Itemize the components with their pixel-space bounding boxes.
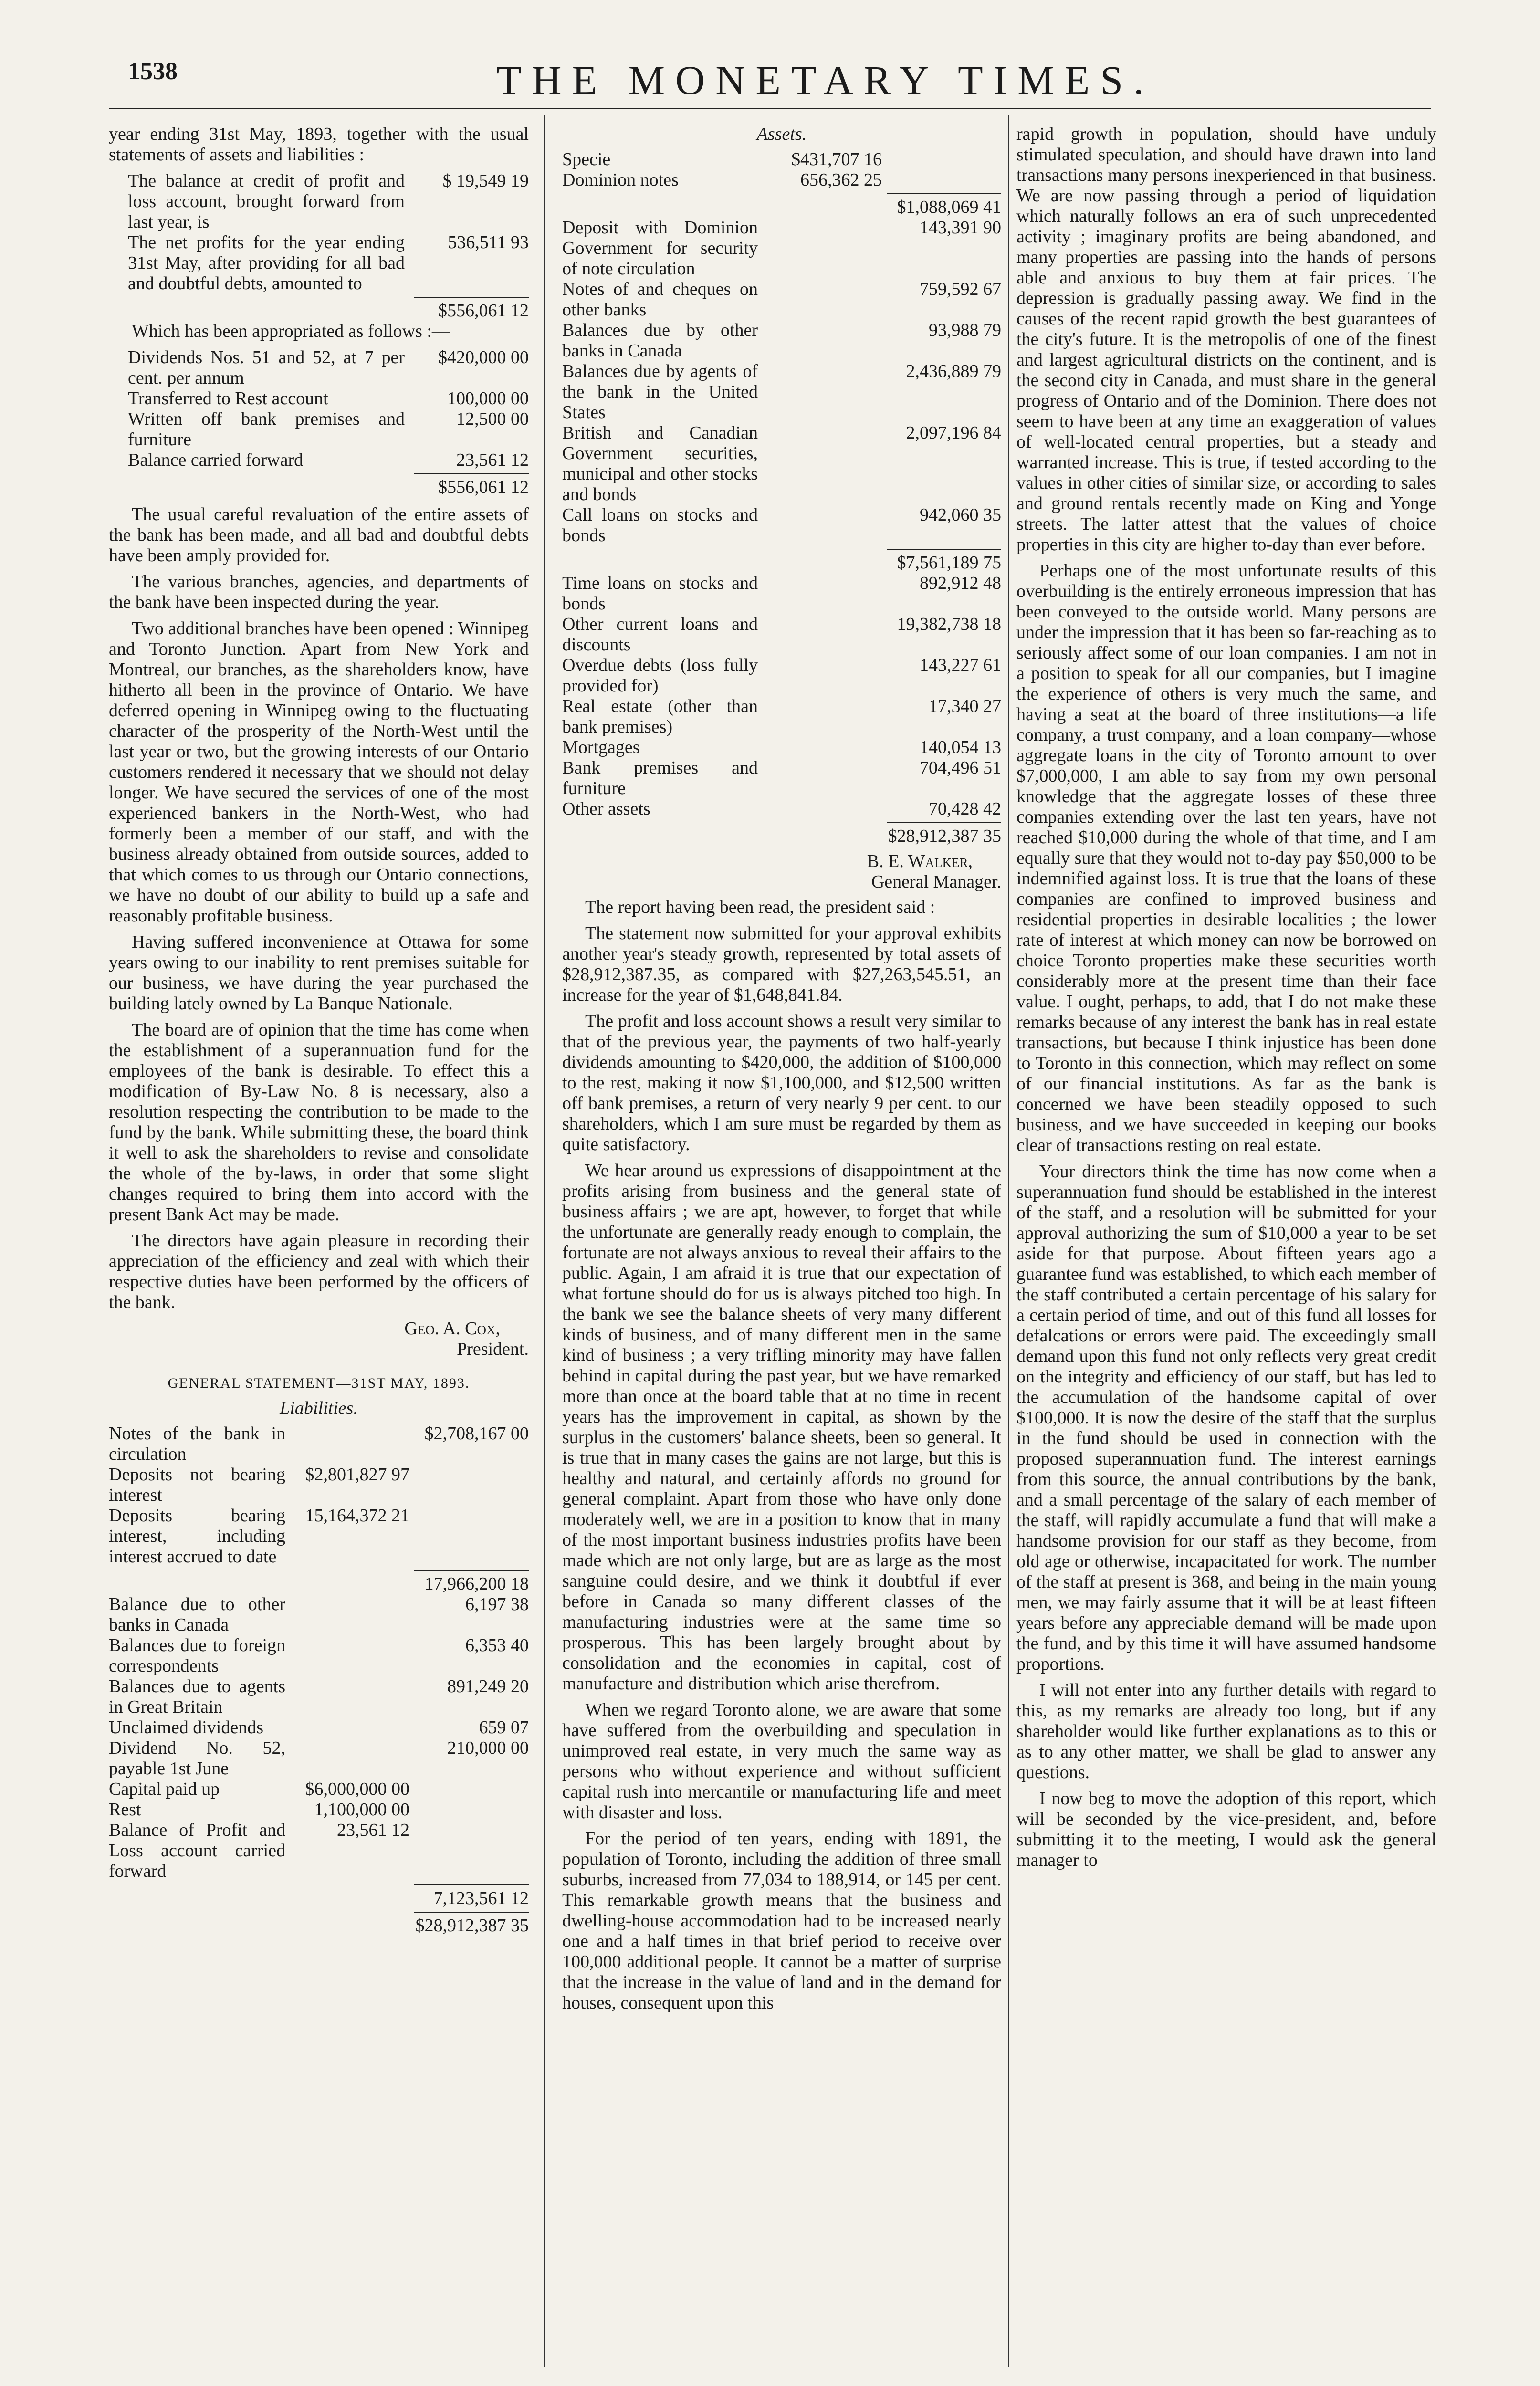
row-value: $420,000 00 — [438, 347, 529, 367]
row-label: Time loans on stocks and bonds — [562, 573, 758, 614]
paragraph: The report having been read, the president said : — [585, 897, 935, 917]
column-3 — [1016, 124, 1436, 1876]
general-statement-title: GENERAL STATEMENT—31ST MAY, 1893. — [168, 1375, 470, 1391]
row-value: $28,912,387 35 — [415, 1915, 529, 1936]
statement-row — [562, 799, 1001, 819]
total-rule — [414, 1570, 529, 1571]
statement-row — [109, 1820, 529, 1882]
appropriation-table — [109, 347, 529, 498]
statement-row — [109, 1574, 529, 1594]
column-2 — [562, 124, 1001, 2019]
total-rule — [887, 549, 1001, 550]
paragraph: Having suffered inconvenience at Ottawa for some years owing to our inability to rent premises suitable for our business, we have during the year purchased the building lately owned by La Banque Nationale. — [109, 932, 529, 1014]
statement-row — [562, 655, 1001, 696]
row-label: British and Canadian Government securities, municipal and other stocks and bonds — [562, 423, 758, 504]
row-value: 892,912 48 — [920, 573, 1001, 593]
row-value: 891,249 20 — [447, 1676, 529, 1696]
total-rule — [414, 473, 529, 474]
paragraph: rapid growth in population, should have unduly stimulated speculation, and should have drawn into land transactions many persons inexperienced in that business. We are now passing through a period of liquidation which naturally follows an era of such unprecedented activity ; imaginary profits are being abandoned, and many properties are passing into the hands of persons able and anxious to buy them at fair prices. The depression is gradually passing away. We find in the causes of the recent rapid growth the best guarantees of the city's future. It is the metropolis of one of the finest and largest agricultural districts on the continent, and is the second city in Canada, and must share in the general progress of Ontario and of the Dominion. There does not seem to have been at any time an exaggeration of values of well-located central properties, but a steady and warranted increase. This is true, if tested according to the values in other cities of similar size, or according to sales and ground rentals recently made on King and Yonge streets. The latter attest that the values of choice properties in this city are higher to-day than ever before. — [1016, 124, 1436, 555]
paragraph: Two additional branches have been opened : Winnipeg and Toronto Junction. Apart from New York and Montreal, our branches, as the shareholders know, have hitherto all been in the province of Ontario. We have deferred opening in Winnipeg owing to the fluctuating character of the prosperity of the North-West until the last year or two, but the growing interests of our Ontario customers rendered it necessary that we should not delay longer. We have secured the services of one of the most experienced bankers in the North-West, who had formerly been a member of our staff, and with the business already obtained from outside sources, added to that which comes to us through our Ontario connections, we have no doubt of our ability to build up a safe and reasonably profitable business. — [109, 618, 529, 926]
president-speech — [562, 897, 1001, 2013]
assets-table — [562, 149, 1001, 847]
row-label: Transferred to Rest account — [128, 388, 328, 408]
statement-row — [109, 1800, 529, 1820]
row-subvalue: 23,561 12 — [337, 1820, 409, 1840]
row-value: $2,708,167 00 — [424, 1423, 529, 1444]
paragraph: When we regard Toronto alone, we are aware that some have suffered from the overbuilding and speculation in unimproved real estate, in very much the same way as persons who without experience and without sufficient capital rush into mercantile or manufacturing life and meet with disaster and loss. — [562, 1700, 1001, 1822]
paragraph: The profit and loss account shows a result very similar to that of the previous year, the payments of two half-yearly dividends amounting to $420,000, the addition of $100,000 to the rest, making it now $1,100,000, and $12,500 written off bank premises, a return of very nearly 9 per cent. to our shareholders, which I am sure must be regarded by them as quite satisfactory. — [562, 1011, 1001, 1154]
row-label: Written off bank premises and furniture — [128, 409, 405, 450]
report-intro: year ending 31st May, 1893, together with the usual statements of assets and liabilities : — [109, 124, 529, 165]
statement-row — [562, 279, 1001, 320]
row-label: Deposit with Dominion Government for security of note circulation — [562, 218, 758, 279]
total-rule — [414, 297, 529, 298]
paragraph: The various branches, agencies, and departments of the bank have been inspected during the year. — [109, 572, 529, 612]
row-label: Capital paid up — [109, 1779, 220, 1799]
row-value: 536,511 93 — [448, 232, 529, 252]
statement-row — [562, 505, 1001, 546]
column-divider — [1008, 115, 1009, 2367]
statement-row — [109, 1423, 529, 1465]
paragraph: The usual careful revaluation of the entire assets of the bank has been made, and all bad and doubtful debts have been amply provided for. — [109, 504, 529, 565]
statement-row — [109, 1465, 529, 1506]
statement-row — [109, 1888, 529, 1909]
statement-row — [109, 171, 529, 232]
row-value: 759,592 67 — [920, 279, 1001, 299]
row-label: Specie — [562, 149, 611, 169]
statement-row — [562, 423, 1001, 505]
row-label: Balance due to other banks in Canada — [109, 1594, 285, 1635]
row-value: 17,340 27 — [929, 696, 1001, 716]
statement-row — [109, 409, 529, 450]
row-value: 2,097,196 84 — [906, 423, 1001, 443]
statement-row — [109, 477, 529, 498]
statement-row — [109, 1779, 529, 1800]
row-value: 19,382,738 18 — [897, 614, 1001, 634]
row-label: Dividends Nos. 51 and 52, at 7 per cent. per annum — [128, 347, 405, 388]
row-label: Bank premises and furniture — [562, 758, 758, 798]
total-rule — [414, 1884, 529, 1885]
row-value: 7,123,561 12 — [433, 1888, 529, 1908]
row-label: Other assets — [562, 799, 650, 819]
paragraph: The board are of opinion that the time has come when the establishment of a superannuation fund for the employees of the bank is desirable. To effect this a modification of By-Law No. 8 is necessary, also a resolution respecting the contribution to be made to the fund by the bank. While submitting these, the board think it well to ask the shareholders to revise and consolidate the whole of the by-laws, in order that some slight changes required to bring them into accord with the present Bank Act may be made. — [109, 1020, 529, 1224]
paragraph: I will not enter into any further details with regard to this, as my remarks are already too long, but if any shareholder would like further explanations as to this or as to any other matter, we shall be glad to answer any questions. — [1016, 1680, 1436, 1782]
row-label: Balance carried forward — [128, 450, 304, 470]
row-value: 100,000 00 — [447, 388, 529, 408]
column-1 — [109, 124, 529, 1936]
statement-row — [109, 1717, 529, 1738]
total-rule — [414, 1912, 529, 1913]
row-label: Notes of and cheques on other banks — [562, 279, 758, 320]
row-subvalue: $431,707 16 — [791, 149, 882, 169]
row-label: Balances due to foreign correspondents — [109, 1635, 285, 1676]
row-label: Mortgages — [562, 737, 640, 757]
row-value: 143,391 90 — [920, 218, 1001, 238]
row-label: The balance at credit of profit and loss account, brought forward from last year, is — [128, 171, 405, 232]
row-subvalue: $2,801,827 97 — [305, 1465, 409, 1485]
row-label: Dominion notes — [562, 170, 679, 190]
row-subvalue: $6,000,000 00 — [305, 1779, 409, 1799]
manager-title: General Manager. — [871, 872, 1001, 892]
row-label: Unclaimed dividends — [109, 1717, 263, 1737]
statement-row — [562, 149, 1001, 170]
paragraph: We hear around us expressions of disappointment at the profits arising from business and the general state of business affairs ; we are apt, however, to forget that while the unfortunate are generally ready enough to complain, the fortunate are not always anxious to reveal their affairs to the public. Again, I am afraid it is true that our expectation of what fortune should do for us is always pitched too high. In the bank we see the balance sheets of very many different kinds of business, and of many different men in the same kind of business ; a very trifling minority may have fallen behind in capital during the past year, but we have remarked more than once at the board table that at no time in recent years has the improvement in capital, as shown by the surplus in the customers' balance sheets, been so general. It is true that in many cases the gains are not large, but this is healthy and natural, and certainly affords no ground for general complaint. Apart from those who have only done moderately well, we are in a position to know that in many of the most important business industries profits have been made which are not only large, but are as large as the most sanguine could desire, and we think it doubtful if ever before in Canada so many different classes of the manufacturing industries were at the same time so prosperous. This has been largely brought about by consolidation and the economies in capital, cost of manufacture and distribution which arise therefrom. — [562, 1161, 1001, 1694]
statement-row — [109, 1594, 529, 1635]
statement-row — [109, 301, 529, 321]
row-label: Dividend No. 52, payable 1st June — [109, 1738, 285, 1779]
row-value: 70,428 42 — [929, 799, 1001, 819]
paragraph: I now beg to move the adoption of this report, which will be seconded by the vice-president, and, before submitting it to the meeting, I would ask the general manager to — [1016, 1789, 1436, 1870]
total-rule — [887, 193, 1001, 194]
row-label: Balances due to agents in Great Britain — [109, 1676, 285, 1717]
statement-row — [562, 758, 1001, 799]
manager-signature: B. E. Walker, — [867, 851, 973, 871]
statement-row — [562, 361, 1001, 423]
row-label: Other current loans and discounts — [562, 614, 758, 655]
row-value: $556,061 12 — [438, 477, 529, 497]
row-label: Overdue debts (loss fully provided for) — [562, 655, 758, 696]
row-label: The net profits for the year ending 31st May, after providing for all bad and doubtful debts, amounted to — [128, 232, 405, 293]
row-value: 2,436,889 79 — [906, 361, 1001, 381]
row-label: Call loans on stocks and bonds — [562, 505, 758, 545]
row-label: Deposits not bearing interest — [109, 1465, 285, 1505]
page-number: 1538 — [128, 58, 178, 85]
paragraph: Your directors think the time has now come when a superannuation fund should be established in the interest of the staff, and a resolution will be submitted for your approval authorizing the sum of $10,000 a year to be set aside for that purpose. About fifteen years ago a guarantee fund was established, to which each member of the staff contributed a certain percentage of his salary for a certain period of time, and out of this fund all losses for defalcations or errors were paid. The exceedingly small demand upon this fund not only reflects very great credit on the integrity and efficiency of our staff, but has led to the accumulation of the handsome capital of over $100,000. It is now the desire of the staff that the surplus in the fund should be used in connection with the proposed superannuation fund. The interest earnings from this source, the annual contributions by the bank, and a small percentage of the salary of each member of the staff, will rapidly accumulate a fund that will make a handsome provision for our staff as they become, from old age or otherwise, incapacitated for work. The number of the staff at present is 368, and being in the main young men, we may fairly assume that it will be at least fifteen years before any appreciable demand will be made upon the fund, and by this time it will have assumed handsome proportions. — [1016, 1162, 1436, 1674]
row-value: 659 07 — [479, 1717, 529, 1737]
row-label: Real estate (other than bank premises) — [562, 696, 758, 737]
statement-row — [109, 1738, 529, 1779]
statement-row — [562, 218, 1001, 279]
statement-row — [109, 450, 529, 471]
president-signature: Geo. A. Cox, — [404, 1319, 500, 1339]
statement-row — [109, 1506, 529, 1567]
row-value: 140,054 13 — [920, 737, 1001, 757]
row-value: $28,912,387 35 — [888, 826, 1001, 846]
column-divider — [544, 115, 545, 2367]
statement-row — [562, 320, 1001, 361]
row-label: Deposits bearing interest, including interest accrued to date — [109, 1506, 285, 1567]
statement-row — [562, 170, 1001, 190]
paragraph: The directors have again pleasure in recording their appreciation of the efficiency and zeal with which their respective duties have been performed by the officers of the bank. — [109, 1231, 529, 1312]
statement-row — [562, 197, 1001, 218]
statement-row — [562, 737, 1001, 758]
statement-row — [562, 826, 1001, 847]
statement-row — [109, 232, 529, 294]
statement-row — [562, 614, 1001, 655]
row-value: 6,197 38 — [465, 1594, 529, 1614]
statement-row — [562, 696, 1001, 737]
speech-continued — [1016, 124, 1436, 1871]
paragraph: The statement now submitted for your approval exhibits another year's steady growth, represented by total assets of $28,912,387.35, as compared with $27,263,545.51, an increase for the year of $1,648,841.84. — [562, 923, 1001, 1005]
statement-row — [109, 388, 529, 409]
row-value: 23,561 12 — [456, 450, 529, 470]
statement-row — [109, 1915, 529, 1936]
row-value: 704,496 51 — [920, 758, 1001, 778]
row-value: 210,000 00 — [447, 1738, 529, 1758]
statement-row — [109, 1635, 529, 1676]
row-label: Notes of the bank in circulation — [109, 1423, 285, 1464]
row-subvalue: 656,362 25 — [800, 170, 882, 190]
statement-row — [562, 573, 1001, 614]
row-value: $1,088,069 41 — [897, 197, 1001, 217]
row-value: 6,353 40 — [465, 1635, 529, 1655]
total-rule — [887, 822, 1001, 823]
row-value: 93,988 79 — [929, 320, 1001, 340]
appropriation-heading: Which has been appropriated as follows :— — [132, 321, 450, 341]
paragraph: For the period of ten years, ending with 1891, the population of Toronto, including the addition of three small suburbs, increased from 77,034 to 188,914, or 145 per cent. This remarkable growth means that the business and dwelling-house accommodation had to be increased nearly one and a half times in that brief period to receive over 100,000 additional people. It cannot be a matter of surprise that the increase in the value of land and in the demand for houses, consequent upon this — [562, 1829, 1001, 2013]
assets-heading: Assets. — [756, 124, 807, 144]
row-value: $ 19,549 19 — [442, 171, 529, 191]
row-value: $7,561,189 75 — [897, 553, 1001, 573]
report-paragraphs — [109, 504, 529, 1313]
masthead-rule — [109, 108, 1431, 109]
row-label: Balance of Profit and Loss account carried forward — [109, 1820, 285, 1881]
row-value: $556,061 12 — [438, 301, 529, 321]
row-label: Rest — [109, 1800, 141, 1820]
statement-row — [562, 553, 1001, 573]
row-value: 143,227 61 — [920, 655, 1001, 675]
liabilities-table — [109, 1423, 529, 1936]
statement-row — [109, 347, 529, 388]
row-label: Balances due by other banks in Canada — [562, 320, 758, 361]
president-title: President. — [457, 1339, 529, 1359]
paragraph: Perhaps one of the most unfortunate results of this overbuilding is the entirely erroneous impression that has been conveyed to the outside world. Many persons are under the impression that it has been so far-reaching as to seriously affect some of our loan companies. I am not in a position to speak for all our companies, but I imagine the experience of others is very much the same, and having a seat at the board of three institutions—a life company, a trust company, and a loan company—whose aggregate loans in the city of Toronto amount to over $7,000,000, I am able to say from my own personal knowledge that the aggregate losses of these three companies extending over the last ten years, have not reached $10,000 during the whole of that time, and I am equally sure that they would not to-day pay $50,000 to be indemnified against loss. It is true that the loans of these companies are confined to improved business and residential properties in desirable localities ; the lower rate of interest at which money can now be borrowed on choice Toronto properties make these securities worth considerably more at the present time than their face value. I ought, perhaps, to add, that I do not make these remarks because of any interest the bank has in real estate transactions, but because I think injustice has been done to Toronto in this connection, which may reflect on some of our financial institutions. As far as the bank is concerned we have been steadily opposed to such business, and we have succeeded in keeping our books clear of transactions resting on real estate. — [1016, 561, 1436, 1155]
profit-loss-table — [109, 171, 529, 321]
statement-row — [109, 1676, 529, 1717]
row-subvalue: 1,100,000 00 — [314, 1800, 409, 1820]
masthead-title: THE MONETARY TIMES. — [496, 57, 1154, 103]
row-label: Balances due by agents of the bank in the United States — [562, 361, 758, 422]
row-value: 12,500 00 — [456, 409, 529, 429]
liabilities-heading: Liabilities. — [280, 1398, 358, 1418]
row-subvalue: 15,164,372 21 — [305, 1506, 409, 1526]
row-value: 942,060 35 — [920, 505, 1001, 525]
row-value: 17,966,200 18 — [424, 1574, 529, 1594]
